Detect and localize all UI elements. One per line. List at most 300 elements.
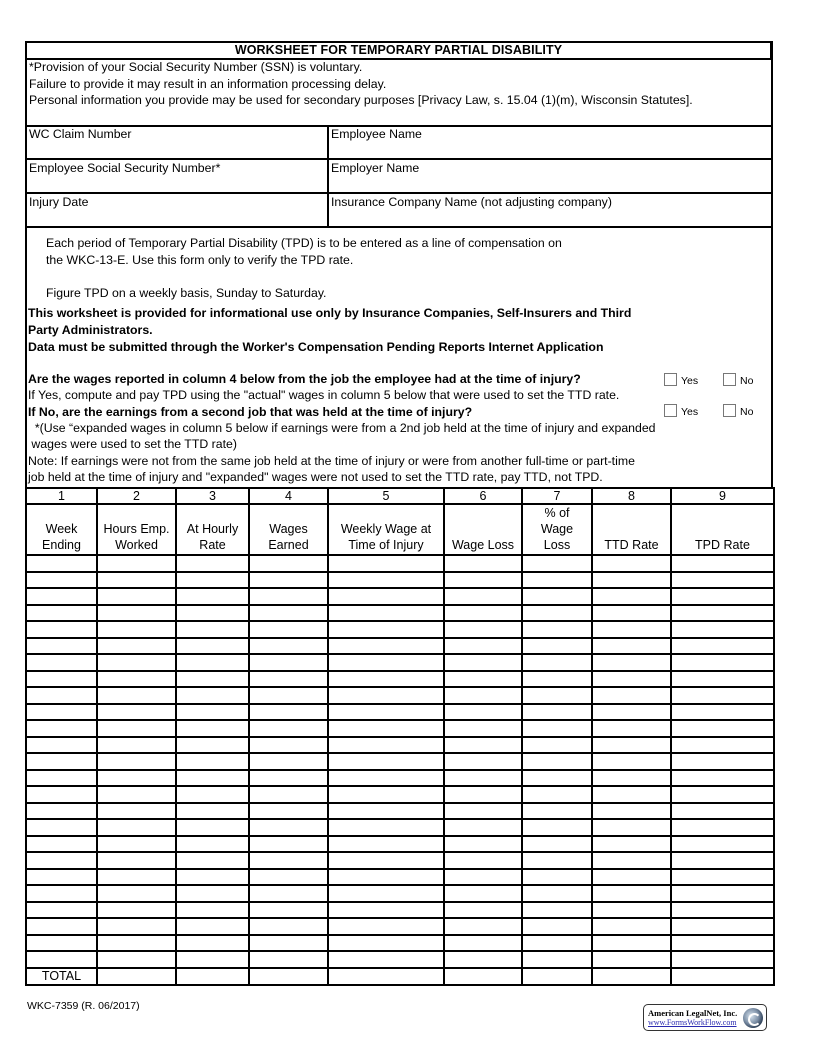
- table-cell[interactable]: [26, 555, 97, 572]
- table-cell[interactable]: [26, 621, 97, 638]
- logo-url-link[interactable]: www.FormsWorkFlow.com: [648, 1018, 737, 1027]
- table-cell[interactable]: [328, 704, 444, 721]
- table-cell[interactable]: [249, 803, 328, 820]
- table-row: [26, 819, 774, 836]
- table-cell[interactable]: [671, 638, 774, 655]
- table-cell[interactable]: [249, 935, 328, 952]
- total-cell[interactable]: [671, 968, 774, 985]
- q2-yes-checkbox[interactable]: [664, 404, 677, 417]
- employer-name-field[interactable]: [329, 160, 771, 192]
- table-cell[interactable]: [249, 737, 328, 754]
- table-cell[interactable]: [97, 621, 176, 638]
- table-cell[interactable]: [26, 836, 97, 853]
- table-cell[interactable]: [26, 770, 97, 787]
- column-header-line: Hours Emp.: [103, 522, 170, 536]
- table-cell[interactable]: [26, 588, 97, 605]
- table-cell[interactable]: [444, 951, 522, 968]
- table-cell[interactable]: [522, 555, 592, 572]
- table-cell[interactable]: [26, 885, 97, 902]
- table-cell[interactable]: [249, 852, 328, 869]
- q1-yes-label: Yes: [681, 375, 699, 387]
- table-cell[interactable]: [176, 638, 249, 655]
- q2-no-option[interactable]: [723, 404, 753, 418]
- total-cell[interactable]: [249, 968, 328, 985]
- table-cell[interactable]: [592, 753, 671, 770]
- table-cell[interactable]: [328, 638, 444, 655]
- table-cell[interactable]: [522, 572, 592, 589]
- table-row: [26, 902, 774, 919]
- table-cell[interactable]: [249, 555, 328, 572]
- table-cell[interactable]: [328, 621, 444, 638]
- table-cell[interactable]: [328, 786, 444, 803]
- table-cell[interactable]: [444, 687, 522, 704]
- table-cell[interactable]: [592, 836, 671, 853]
- table-cell[interactable]: [249, 720, 328, 737]
- table-cell[interactable]: [176, 621, 249, 638]
- submission-notice: Data must be submitted through the Worker's Compensation Pending Reports Internet Application: [28, 340, 604, 354]
- q2-yes-option[interactable]: [664, 404, 698, 418]
- table-cell[interactable]: [176, 786, 249, 803]
- table-cell[interactable]: [249, 902, 328, 919]
- q1-yes-option[interactable]: [664, 373, 698, 387]
- table-cell[interactable]: [522, 621, 592, 638]
- table-cell[interactable]: [176, 951, 249, 968]
- table-cell[interactable]: [444, 671, 522, 688]
- question-1-note: If Yes, compute and pay TPD using the "actual" wages in column 5 below that were used to set the TTD rate.: [28, 388, 620, 402]
- table-cell[interactable]: [176, 687, 249, 704]
- table-cell[interactable]: [249, 654, 328, 671]
- column-number: 5: [328, 488, 444, 504]
- table-cell[interactable]: [444, 753, 522, 770]
- table-row: [26, 737, 774, 754]
- table-cell[interactable]: [592, 786, 671, 803]
- table-row: [26, 671, 774, 688]
- globe-icon: [743, 1008, 763, 1028]
- column-number: 7: [522, 488, 592, 504]
- table-cell[interactable]: [444, 803, 522, 820]
- table-cell[interactable]: [249, 918, 328, 935]
- table-cell[interactable]: [176, 869, 249, 886]
- column-number: 2: [97, 488, 176, 504]
- table-cell[interactable]: [592, 935, 671, 952]
- table-cell[interactable]: [522, 720, 592, 737]
- table-cell[interactable]: [328, 737, 444, 754]
- table-cell[interactable]: [26, 737, 97, 754]
- table-cell[interactable]: [97, 572, 176, 589]
- table-cell[interactable]: [522, 605, 592, 622]
- table-cell[interactable]: [249, 572, 328, 589]
- table-row: [26, 687, 774, 704]
- table-cell[interactable]: [592, 671, 671, 688]
- table-cell[interactable]: [522, 819, 592, 836]
- table-cell[interactable]: [592, 654, 671, 671]
- table-cell[interactable]: [444, 786, 522, 803]
- table-cell[interactable]: [444, 572, 522, 589]
- table-cell[interactable]: [328, 819, 444, 836]
- table-cell[interactable]: [522, 852, 592, 869]
- table-cell[interactable]: [592, 572, 671, 589]
- total-cell[interactable]: [444, 968, 522, 985]
- q1-no-option[interactable]: [723, 373, 753, 387]
- table-cell[interactable]: [97, 753, 176, 770]
- table-cell[interactable]: [249, 786, 328, 803]
- injury-date-field[interactable]: [27, 194, 329, 226]
- table-cell[interactable]: [671, 654, 774, 671]
- table-cell[interactable]: [522, 918, 592, 935]
- table-cell[interactable]: [26, 687, 97, 704]
- table-cell[interactable]: [444, 720, 522, 737]
- table-cell[interactable]: [592, 704, 671, 721]
- table-cell[interactable]: [444, 852, 522, 869]
- table-cell[interactable]: [671, 621, 774, 638]
- table-cell[interactable]: [592, 770, 671, 787]
- table-cell[interactable]: [444, 885, 522, 902]
- table-cell[interactable]: [522, 588, 592, 605]
- table-row: [26, 803, 774, 820]
- table-cell[interactable]: [522, 671, 592, 688]
- employer-name-label: Employer Name: [331, 161, 420, 175]
- table-cell[interactable]: [592, 737, 671, 754]
- table-cell[interactable]: [522, 951, 592, 968]
- column-number-row: [26, 488, 774, 504]
- total-cell[interactable]: [328, 968, 444, 985]
- table-cell[interactable]: [97, 852, 176, 869]
- table-cell[interactable]: [97, 935, 176, 952]
- total-label: TOTAL: [26, 968, 97, 985]
- table-cell[interactable]: [176, 836, 249, 853]
- table-cell[interactable]: [671, 918, 774, 935]
- table-cell[interactable]: [97, 869, 176, 886]
- column-header-line: Time of Injury: [348, 538, 424, 552]
- table-cell[interactable]: [176, 885, 249, 902]
- total-cell[interactable]: [592, 968, 671, 985]
- table-row: [26, 572, 774, 589]
- table-cell[interactable]: [249, 621, 328, 638]
- table-cell[interactable]: [328, 885, 444, 902]
- table-cell[interactable]: [592, 852, 671, 869]
- table-cell[interactable]: [97, 605, 176, 622]
- table-cell[interactable]: [671, 605, 774, 622]
- table-cell[interactable]: [592, 819, 671, 836]
- table-cell[interactable]: [671, 885, 774, 902]
- table-cell[interactable]: [671, 786, 774, 803]
- table-cell[interactable]: [249, 605, 328, 622]
- table-row: [26, 704, 774, 721]
- table-cell[interactable]: [26, 786, 97, 803]
- logo-company-name: American LegalNet, Inc.: [648, 1008, 738, 1018]
- table-cell[interactable]: [97, 555, 176, 572]
- table-row: [26, 836, 774, 853]
- table-cell[interactable]: [671, 555, 774, 572]
- table-cell[interactable]: [592, 951, 671, 968]
- table-cell[interactable]: [444, 935, 522, 952]
- tpd-worksheet-table: [25, 487, 775, 986]
- table-cell[interactable]: [26, 902, 97, 919]
- column-header: [328, 504, 444, 555]
- table-cell[interactable]: [592, 918, 671, 935]
- table-cell[interactable]: [522, 704, 592, 721]
- table-cell[interactable]: [176, 704, 249, 721]
- table-cell[interactable]: [176, 902, 249, 919]
- table-cell[interactable]: [249, 869, 328, 886]
- table-cell[interactable]: [671, 588, 774, 605]
- table-cell[interactable]: [26, 654, 97, 671]
- table-cell[interactable]: [249, 951, 328, 968]
- q2-no-checkbox[interactable]: [723, 404, 736, 417]
- table-row: [26, 869, 774, 886]
- table-cell[interactable]: [522, 935, 592, 952]
- table-cell[interactable]: [97, 654, 176, 671]
- table-cell[interactable]: [328, 770, 444, 787]
- table-cell[interactable]: [671, 753, 774, 770]
- table-cell[interactable]: [249, 704, 328, 721]
- table-cell[interactable]: [176, 572, 249, 589]
- table-cell[interactable]: [444, 638, 522, 655]
- total-cell[interactable]: [97, 968, 176, 985]
- table-cell[interactable]: [522, 654, 592, 671]
- table-cell[interactable]: [444, 555, 522, 572]
- info-row-claim: [25, 126, 773, 160]
- table-row: [26, 720, 774, 737]
- table-cell[interactable]: [522, 770, 592, 787]
- table-cell[interactable]: [26, 753, 97, 770]
- table-cell[interactable]: [97, 770, 176, 787]
- table-cell[interactable]: [176, 720, 249, 737]
- table-cell[interactable]: [26, 869, 97, 886]
- table-cell[interactable]: [97, 951, 176, 968]
- table-cell[interactable]: [671, 935, 774, 952]
- table-row: [26, 786, 774, 803]
- q1-no-checkbox[interactable]: [723, 373, 736, 386]
- table-cell[interactable]: [249, 638, 328, 655]
- note-line1: Note: If earnings were not from the same job held at the time of injury or were from another full-time or part-time: [28, 454, 635, 468]
- table-cell[interactable]: [97, 720, 176, 737]
- table-cell[interactable]: [97, 704, 176, 721]
- publisher-logo[interactable]: [643, 1004, 767, 1031]
- table-row: [26, 638, 774, 655]
- q1-yes-checkbox[interactable]: [664, 373, 677, 386]
- table-cell[interactable]: [176, 819, 249, 836]
- table-cell[interactable]: [26, 572, 97, 589]
- column-header: [26, 504, 97, 555]
- insurance-company-field[interactable]: [329, 194, 771, 226]
- table-cell[interactable]: [522, 885, 592, 902]
- table-cell[interactable]: [592, 588, 671, 605]
- table-cell[interactable]: [328, 836, 444, 853]
- table-cell[interactable]: [26, 819, 97, 836]
- table-cell[interactable]: [97, 687, 176, 704]
- privacy-line-secondary-use: Personal information you provide may be used for secondary purposes [Privacy Law, s. 15.04 (1)(m), Wisconsin Statutes].: [29, 93, 693, 107]
- table-cell[interactable]: [176, 671, 249, 688]
- table-cell[interactable]: [26, 918, 97, 935]
- table-cell[interactable]: [592, 869, 671, 886]
- table-cell[interactable]: [444, 770, 522, 787]
- table-cell[interactable]: [176, 588, 249, 605]
- table-cell[interactable]: [26, 720, 97, 737]
- table-cell[interactable]: [522, 902, 592, 919]
- table-cell[interactable]: [522, 803, 592, 820]
- table-cell[interactable]: [249, 687, 328, 704]
- table-cell[interactable]: [592, 621, 671, 638]
- table-cell[interactable]: [444, 704, 522, 721]
- table-cell[interactable]: [97, 885, 176, 902]
- column-number: 1: [26, 488, 97, 504]
- table-cell[interactable]: [444, 836, 522, 853]
- table-cell[interactable]: [671, 737, 774, 754]
- table-cell[interactable]: [176, 803, 249, 820]
- table-row: [26, 885, 774, 902]
- table-cell[interactable]: [522, 869, 592, 886]
- table-cell[interactable]: [592, 803, 671, 820]
- table-cell[interactable]: [26, 935, 97, 952]
- table-cell[interactable]: [176, 654, 249, 671]
- table-cell[interactable]: [97, 786, 176, 803]
- table-cell[interactable]: [671, 803, 774, 820]
- table-cell[interactable]: [444, 621, 522, 638]
- table-cell[interactable]: [444, 869, 522, 886]
- wc-claim-number-label: WC Claim Number: [29, 127, 132, 141]
- table-cell[interactable]: [26, 605, 97, 622]
- q1-no-label: No: [740, 375, 754, 387]
- table-cell[interactable]: [249, 819, 328, 836]
- table-cell[interactable]: [444, 737, 522, 754]
- table-cell[interactable]: [592, 687, 671, 704]
- column-header-line: Loss: [543, 538, 571, 552]
- table-cell[interactable]: [522, 638, 592, 655]
- table-cell[interactable]: [328, 951, 444, 968]
- table-cell[interactable]: [671, 687, 774, 704]
- table-cell[interactable]: [328, 918, 444, 935]
- table-cell[interactable]: [97, 671, 176, 688]
- table-cell[interactable]: [328, 605, 444, 622]
- table-cell[interactable]: [26, 671, 97, 688]
- table-cell[interactable]: [522, 786, 592, 803]
- table-cell[interactable]: [328, 654, 444, 671]
- table-cell[interactable]: [328, 671, 444, 688]
- table-cell[interactable]: [328, 588, 444, 605]
- table-cell[interactable]: [249, 885, 328, 902]
- table-cell[interactable]: [26, 803, 97, 820]
- column-number: 3: [176, 488, 249, 504]
- table-cell[interactable]: [328, 555, 444, 572]
- table-cell[interactable]: [249, 836, 328, 853]
- table-cell[interactable]: [26, 638, 97, 655]
- table-cell[interactable]: [176, 852, 249, 869]
- table-cell[interactable]: [328, 852, 444, 869]
- table-cell[interactable]: [249, 770, 328, 787]
- table-cell[interactable]: [328, 687, 444, 704]
- table-cell[interactable]: [522, 753, 592, 770]
- table-cell[interactable]: [97, 918, 176, 935]
- table-cell[interactable]: [328, 902, 444, 919]
- table-cell[interactable]: [97, 902, 176, 919]
- q2-no-label: No: [740, 406, 754, 418]
- table-cell[interactable]: [592, 720, 671, 737]
- table-cell[interactable]: [671, 770, 774, 787]
- employee-ssn-field[interactable]: [27, 160, 329, 192]
- table-cell[interactable]: [176, 935, 249, 952]
- table-cell[interactable]: [328, 935, 444, 952]
- table-cell[interactable]: [176, 918, 249, 935]
- table-cell[interactable]: [328, 572, 444, 589]
- total-cell[interactable]: [522, 968, 592, 985]
- table-cell[interactable]: [328, 803, 444, 820]
- table-cell[interactable]: [671, 819, 774, 836]
- table-cell[interactable]: [671, 671, 774, 688]
- table-cell[interactable]: [671, 951, 774, 968]
- table-cell[interactable]: [328, 869, 444, 886]
- table-cell[interactable]: [444, 918, 522, 935]
- table-cell[interactable]: [592, 902, 671, 919]
- table-row: [26, 621, 774, 638]
- column-header-line: Weekly Wage at: [340, 522, 432, 536]
- table-cell[interactable]: [176, 605, 249, 622]
- table-cell[interactable]: [671, 572, 774, 589]
- question-2-note-line2: wages were used to set the TTD rate): [28, 437, 237, 451]
- table-cell[interactable]: [97, 638, 176, 655]
- table-cell[interactable]: [444, 654, 522, 671]
- column-header-line: Worked: [115, 538, 158, 552]
- table-cell[interactable]: [671, 836, 774, 853]
- table-cell[interactable]: [592, 885, 671, 902]
- question-1: Are the wages reported in column 4 below from the job the employee had at the time of injury?: [28, 372, 581, 386]
- table-cell[interactable]: [97, 836, 176, 853]
- wc-claim-number-field[interactable]: [27, 126, 329, 158]
- table-cell[interactable]: [328, 720, 444, 737]
- table-cell[interactable]: [671, 852, 774, 869]
- column-header: [522, 504, 592, 555]
- table-cell[interactable]: [176, 753, 249, 770]
- table-cell[interactable]: [176, 737, 249, 754]
- table-cell[interactable]: [97, 803, 176, 820]
- table-cell[interactable]: [176, 770, 249, 787]
- table-cell[interactable]: [97, 737, 176, 754]
- table-cell[interactable]: [444, 819, 522, 836]
- table-cell[interactable]: [671, 704, 774, 721]
- table-cell[interactable]: [26, 704, 97, 721]
- privacy-notice: [25, 59, 773, 127]
- instruction-para1-line2: the WKC-13-E. Use this form only to verify the TPD rate.: [46, 253, 354, 267]
- table-cell[interactable]: [26, 951, 97, 968]
- table-cell[interactable]: [671, 902, 774, 919]
- table-cell[interactable]: [26, 852, 97, 869]
- table-cell[interactable]: [671, 869, 774, 886]
- table-cell[interactable]: [592, 638, 671, 655]
- table-cell[interactable]: [444, 902, 522, 919]
- table-cell[interactable]: [249, 588, 328, 605]
- insurance-company-label: Insurance Company Name (not adjusting company): [331, 195, 612, 209]
- table-cell[interactable]: [671, 720, 774, 737]
- table-cell[interactable]: [592, 605, 671, 622]
- table-cell[interactable]: [444, 588, 522, 605]
- table-cell[interactable]: [522, 836, 592, 853]
- table-cell[interactable]: [328, 753, 444, 770]
- table-cell[interactable]: [522, 687, 592, 704]
- employee-name-field[interactable]: [329, 126, 771, 158]
- column-header-row: [26, 504, 774, 555]
- q2-yes-label: Yes: [681, 406, 699, 418]
- table-cell[interactable]: [444, 605, 522, 622]
- table-cell[interactable]: [522, 737, 592, 754]
- table-cell[interactable]: [249, 671, 328, 688]
- table-cell[interactable]: [97, 819, 176, 836]
- table-cell[interactable]: [249, 753, 328, 770]
- table-cell[interactable]: [97, 588, 176, 605]
- table-cell[interactable]: [176, 555, 249, 572]
- question-2-note-line1: *(Use “expanded wages in column 5 below if earnings were from a 2nd job held at the time of injury and expanded: [28, 421, 656, 435]
- total-cell[interactable]: [176, 968, 249, 985]
- table-cell[interactable]: [592, 555, 671, 572]
